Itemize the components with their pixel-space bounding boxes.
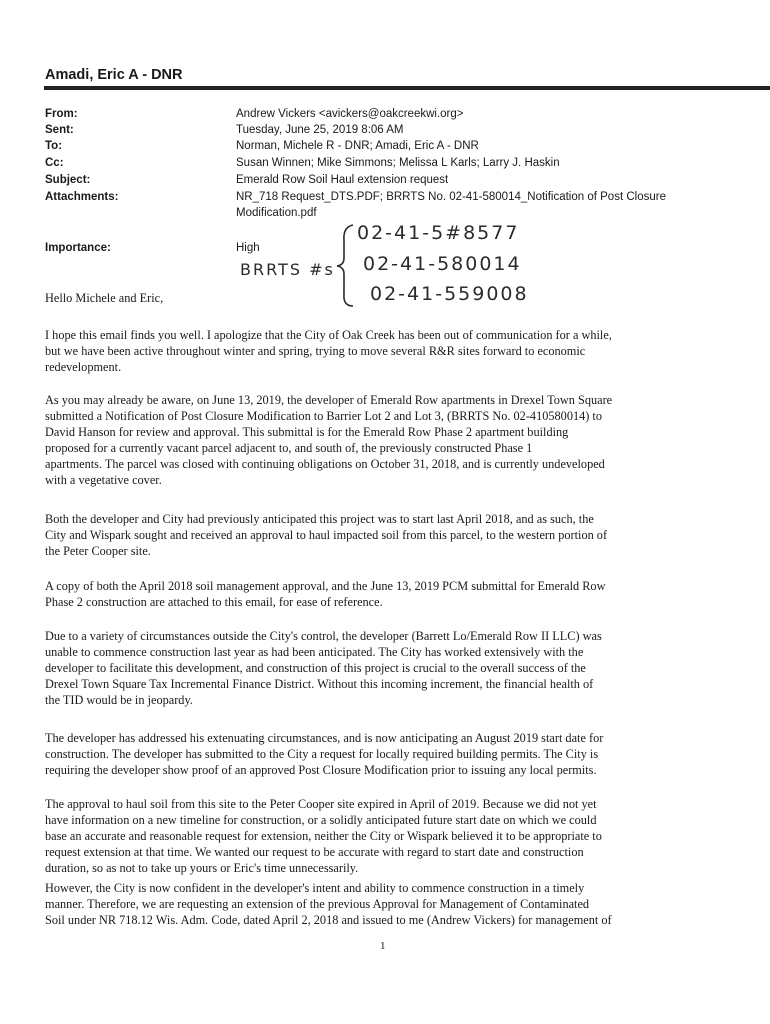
- document-header-name: Amadi, Eric A - DNR: [45, 67, 183, 83]
- sent-label: Sent:: [45, 124, 74, 136]
- paragraph-5: [45, 628, 735, 708]
- subject-value: Emerald Row Soil Haul extension request: [236, 174, 449, 186]
- text-line: Phase 2 construction are attached to this email, for ease of reference.: [45, 595, 383, 609]
- handwritten-label: BRRTS #s: [240, 260, 335, 279]
- text-line: The approval to haul soil from this site to the Peter Cooper site expired in April of 2019. Because we did not yet: [45, 797, 597, 811]
- text-line: As you may already be aware, on June 13, 2019, the developer of Emerald Row apartments in Drexel Town Square: [45, 393, 613, 407]
- paragraph-1: [45, 327, 735, 375]
- text-line: apartments. The parcel was closed with continuing obligations on October 31, 2018, and is currently undeveloped: [45, 457, 605, 471]
- handwritten-brrts-3: 02-41-559008: [370, 283, 529, 305]
- paragraph-7: [45, 796, 735, 876]
- subject-label: Subject:: [45, 174, 91, 186]
- text-line: the TID would be in jeopardy.: [45, 693, 193, 707]
- text-line: Both the developer and City had previously anticipated this project was to start last April 2018, and as such, the: [45, 512, 594, 526]
- header-rule: [44, 86, 770, 90]
- text-line: duration, so as not to take up yours or Eric's time unnecessarily.: [45, 861, 359, 875]
- to-value: Norman, Michele R - DNR; Amadi, Eric A - DNR: [236, 140, 479, 152]
- text-line: with a vegetative cover.: [45, 473, 162, 487]
- text-line: City and Wispark sought and received an approval to haul impacted soil from this parcel, to the western portion of: [45, 528, 608, 542]
- text-line: but we have been active throughout winter and spring, trying to move several R&R sites forward to economic: [45, 344, 586, 358]
- text-line: submitted a Notification of Post Closure Modification to Barrier Lot 2 and Lot 3, (BRRTS No. 02-410580014) to: [45, 409, 602, 423]
- text-line: Due to a variety of circumstances outside the City's control, the developer (Barrett Lo/Emerald Row II LLC) was: [45, 629, 602, 643]
- from-value: Andrew Vickers <avickers@oakcreekwi.org>: [236, 108, 464, 120]
- to-label: To:: [45, 140, 63, 152]
- sent-value: Tuesday, June 25, 2019 8:06 AM: [236, 124, 404, 136]
- greeting: Hello Michele and Eric,: [45, 291, 164, 305]
- text-line: developer to facilitate this development, and construction of this project is crucial to the overall success of the: [45, 661, 586, 675]
- cc-value: Susan Winnen; Mike Simmons; Melissa L Karls; Larry J. Haskin: [236, 157, 560, 169]
- text-line: Soil under NR 718.12 Wis. Adm. Code, dated April 2, 2018 and issued to me (Andrew Vickers) for management of: [45, 913, 612, 927]
- text-line: proposed for a currently vacant parcel adjacent to, and south of, the previously constructed Phase 1: [45, 441, 533, 455]
- text-line: the Peter Cooper site.: [45, 544, 151, 558]
- text-line: David Hanson for review and approval. This submittal is for the Emerald Row Phase 2 apartment building: [45, 425, 569, 439]
- text-line: construction. The developer has submitted to the City a request for locally required building permits. The City is: [45, 747, 599, 761]
- text-line: unable to commence construction last year as had been anticipated. The City has worked extensively with the: [45, 645, 584, 659]
- paragraph-3: [45, 511, 735, 559]
- paragraph-4: [45, 578, 735, 610]
- importance-label: Importance:: [45, 242, 111, 254]
- attachments-line-1: NR_718 Request_DTS.PDF; BRRTS No. 02-41-580014_Notification of Post Closure: [236, 191, 666, 203]
- text-line: requiring the developer show proof of an approved Post Closure Modification prior to issuing any local permits.: [45, 763, 597, 777]
- text-line: Drexel Town Square Tax Incremental Finance District. Without this incoming increment, the financial health of: [45, 677, 594, 691]
- text-line: redevelopment.: [45, 360, 122, 374]
- text-line: request extension at that time. We wanted our request to be accurate with regard to start date and construction: [45, 845, 584, 859]
- handwritten-brrts-2: 02-41-580014: [363, 253, 522, 275]
- text-line: manner. Therefore, we are requesting an extension of the previous Approval for Management of Contaminated: [45, 897, 590, 911]
- text-line: have information on a new timeline for construction, or a solidly anticipated future start date on which we could: [45, 813, 597, 827]
- attachments-label: Attachments:: [45, 191, 119, 203]
- cc-label: Cc:: [45, 157, 64, 169]
- paragraph-6: [45, 730, 735, 778]
- text-line: base an accurate and reasonable request for extension, neither the City or Wispark believed it to be appropriate to: [45, 829, 602, 843]
- text-line: A copy of both the April 2018 soil management approval, and the June 13, 2019 PCM submittal for Emerald Row: [45, 579, 606, 593]
- from-label: From:: [45, 108, 78, 120]
- text-line: The developer has addressed his extenuating circumstances, and is now anticipating an August 2019 start date for: [45, 731, 604, 745]
- importance-value: High: [236, 242, 260, 254]
- handwritten-brrts-1: 02-41-5#8577: [357, 222, 520, 244]
- attachments-line-2: Modification.pdf: [236, 207, 317, 219]
- page-number: 1: [380, 940, 386, 952]
- text-line: I hope this email finds you well. I apologize that the City of Oak Creek has been out of communication for a while,: [45, 328, 612, 342]
- paragraph-8: [45, 880, 735, 928]
- text-line: However, the City is now confident in the developer's intent and ability to commence construction in a timely: [45, 881, 585, 895]
- paragraph-2: [45, 392, 735, 488]
